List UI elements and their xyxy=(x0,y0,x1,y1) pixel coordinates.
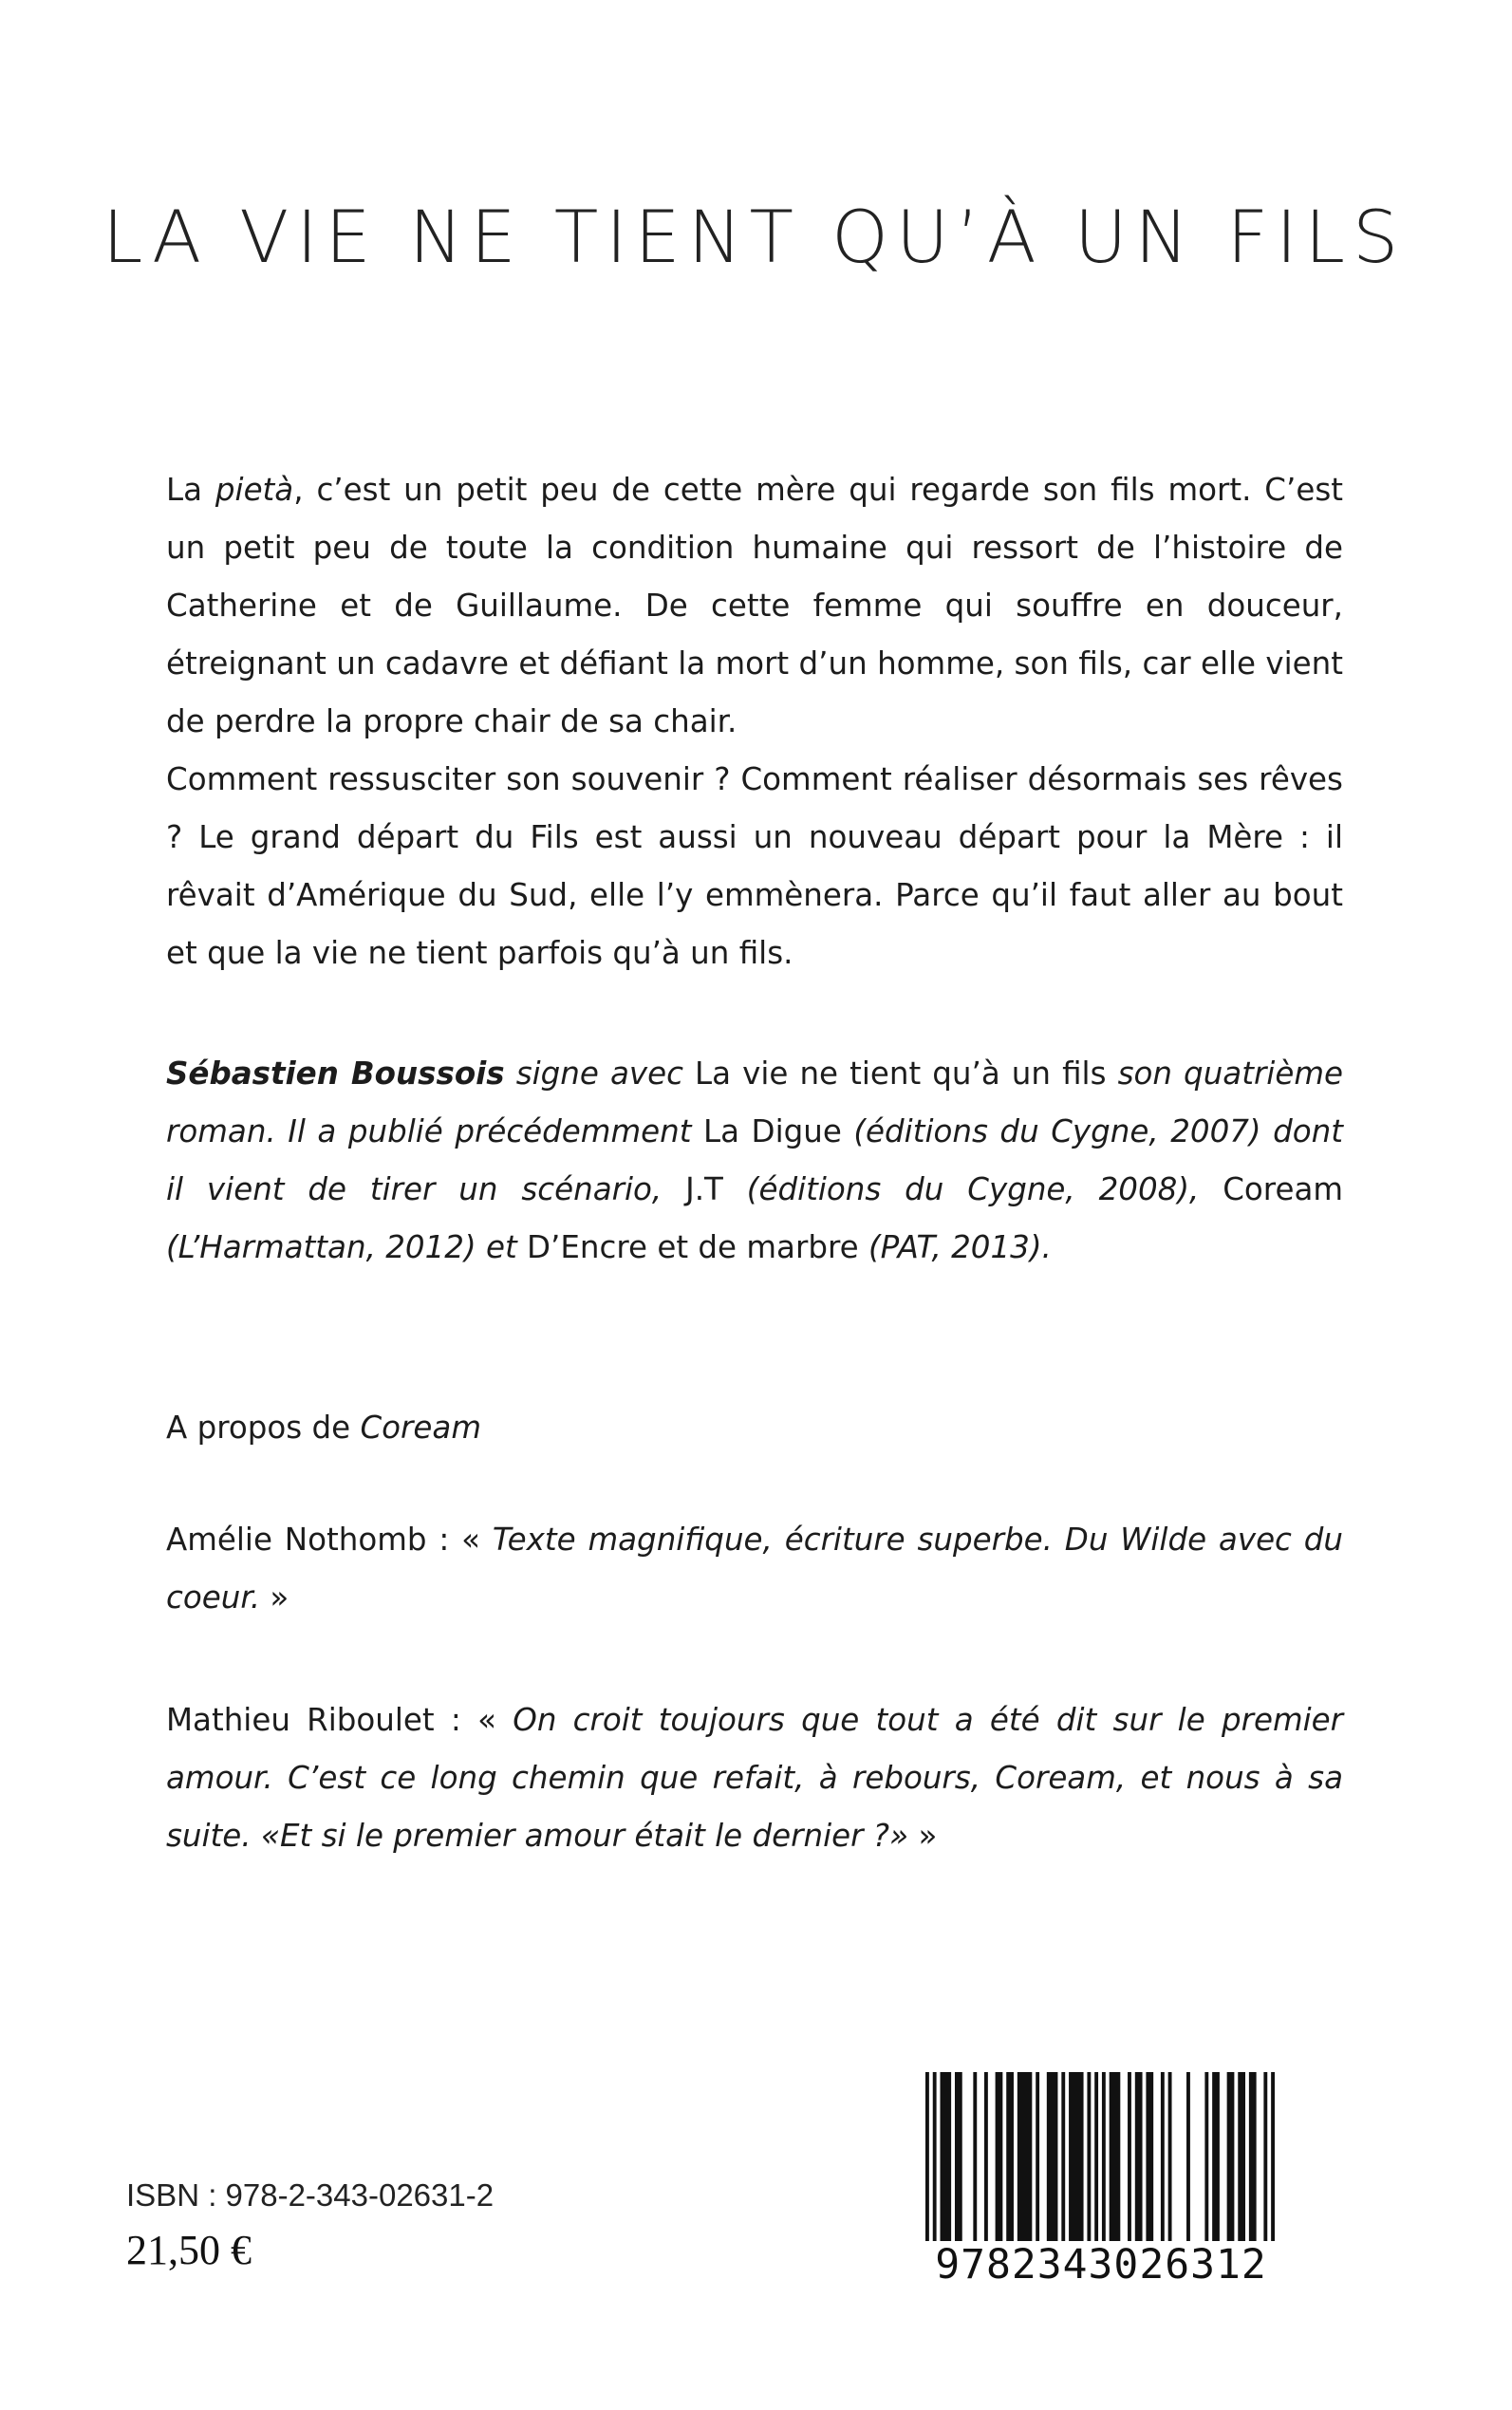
quote-text: Texte magnifique, écriture superbe. Du Wilde avec du coeur. xyxy=(166,1522,1343,1616)
barcode-digits: 9782343026312 xyxy=(916,2241,1286,2289)
barcode-bar xyxy=(955,2072,962,2241)
synopsis-text: La xyxy=(166,472,215,508)
quote-close: » xyxy=(260,1579,289,1616)
barcode-bar xyxy=(1146,2072,1153,2241)
isbn: ISBN : 978-2-343-02631-2 xyxy=(126,2177,495,2213)
bio-text: son quatrième roman. Il a publié précédemment xyxy=(166,1056,1343,1149)
barcode-bar xyxy=(1128,2072,1131,2241)
barcode-bar xyxy=(1047,2072,1058,2241)
author-bio xyxy=(166,1045,1343,1277)
barcode-bar xyxy=(1161,2072,1165,2241)
quote-source: Mathieu Riboulet : « xyxy=(166,1702,513,1738)
quote-riboulet xyxy=(166,1691,1343,1865)
barcode-bar xyxy=(1006,2072,1014,2241)
barcode-bar xyxy=(1227,2072,1235,2241)
barcode-bar xyxy=(1271,2072,1275,2262)
barcode-bar xyxy=(940,2072,951,2241)
barcode-bar xyxy=(1212,2072,1220,2241)
quote-text: On croit toujours que tout a été dit sur le premier amour. C’est ce long chemin que refait, à rebours, Coream, et nous à sa suite. «Et si le premier amour était le dernier ?» xyxy=(166,1702,1343,1854)
book-title-ref: J.T xyxy=(685,1171,723,1207)
barcode-bar xyxy=(1102,2072,1106,2262)
author-name: Sébastien Boussois xyxy=(166,1056,505,1092)
barcode-bar xyxy=(1249,2072,1257,2241)
barcode-bar xyxy=(1087,2072,1091,2241)
barcode-bar xyxy=(1061,2072,1065,2241)
book-title-ref: La vie ne tient qu’à un fils xyxy=(695,1056,1107,1092)
barcode-bar xyxy=(1110,2072,1121,2241)
quote-nothomb xyxy=(166,1511,1343,1627)
about-prefix: A propos de xyxy=(166,1410,361,1446)
barcode-bar xyxy=(1186,2072,1190,2241)
synopsis xyxy=(166,461,1343,982)
barcode-bar xyxy=(1036,2072,1039,2241)
barcode-bar xyxy=(1069,2072,1083,2241)
synopsis-paragraph-2: Comment ressusciter son souvenir ? Comment réaliser désormais ses rêves ? Le grand départ du Fils est aussi un nouveau départ pour la Mère : il rêvait d’Amérique du Sud, elle l’y emmènera. Parce qu’il faut aller au bout et que la vie ne tient parfois qu’à un fils. xyxy=(166,761,1343,971)
bio-text: signe avec xyxy=(504,1056,696,1092)
barcode-bar xyxy=(1094,2072,1098,2262)
barcode-bar xyxy=(1263,2072,1267,2262)
book-title-ref: D’Encre et de marbre xyxy=(527,1229,859,1265)
barcode-bar xyxy=(1168,2072,1172,2241)
quote-source: Amélie Nothomb : « xyxy=(166,1522,493,1558)
barcode-bar xyxy=(1204,2072,1208,2241)
barcode-bar xyxy=(925,2072,929,2262)
barcode-bar xyxy=(1017,2072,1032,2241)
barcode-bars xyxy=(925,2072,1275,2262)
about-book: Coream xyxy=(360,1410,481,1446)
book-title-ref: La Digue xyxy=(703,1113,842,1149)
synopsis-text: , c’est un petit peu de cette mère qui regarde son fils mort. C’est un petit peu de toute la condition humaine qui ressort de l’histoire de Catherine et de Guillaume. De cette femme qui souffre en douceur, étreignant un cadavre et défiant la mort d’un homme, son fils, car elle vient de perdre la propre chair de sa chair. xyxy=(166,472,1343,739)
about-heading xyxy=(166,1399,1343,1457)
bio-text: (PAT, 2013). xyxy=(858,1229,1052,1265)
book-title-ref: Coream xyxy=(1223,1171,1344,1207)
bio-text: (L’Harmattan, 2012) et xyxy=(166,1229,528,1265)
barcode-bar xyxy=(996,2072,1003,2241)
barcode-bar xyxy=(1238,2072,1245,2241)
pieta-word: pietà xyxy=(215,472,294,508)
barcode-bar xyxy=(1135,2072,1143,2241)
bio-text: (éditions du Cygne, 2007) dont il vient de tirer un scénario, xyxy=(166,1113,1343,1207)
author-bio-paragraph xyxy=(166,1045,1343,1277)
barcode-bar xyxy=(984,2072,988,2241)
quote-close: » xyxy=(908,1818,938,1854)
bio-text: (éditions du Cygne, 2008), xyxy=(722,1171,1223,1207)
barcode-bar xyxy=(973,2072,977,2241)
synopsis-paragraph-1 xyxy=(166,461,1343,751)
barcode xyxy=(925,2072,1275,2289)
book-title: LA VIE NE TIENT QU’À UN FILS xyxy=(103,195,1407,279)
barcode-bar xyxy=(933,2072,937,2262)
price: 21,50 € xyxy=(126,2227,252,2273)
